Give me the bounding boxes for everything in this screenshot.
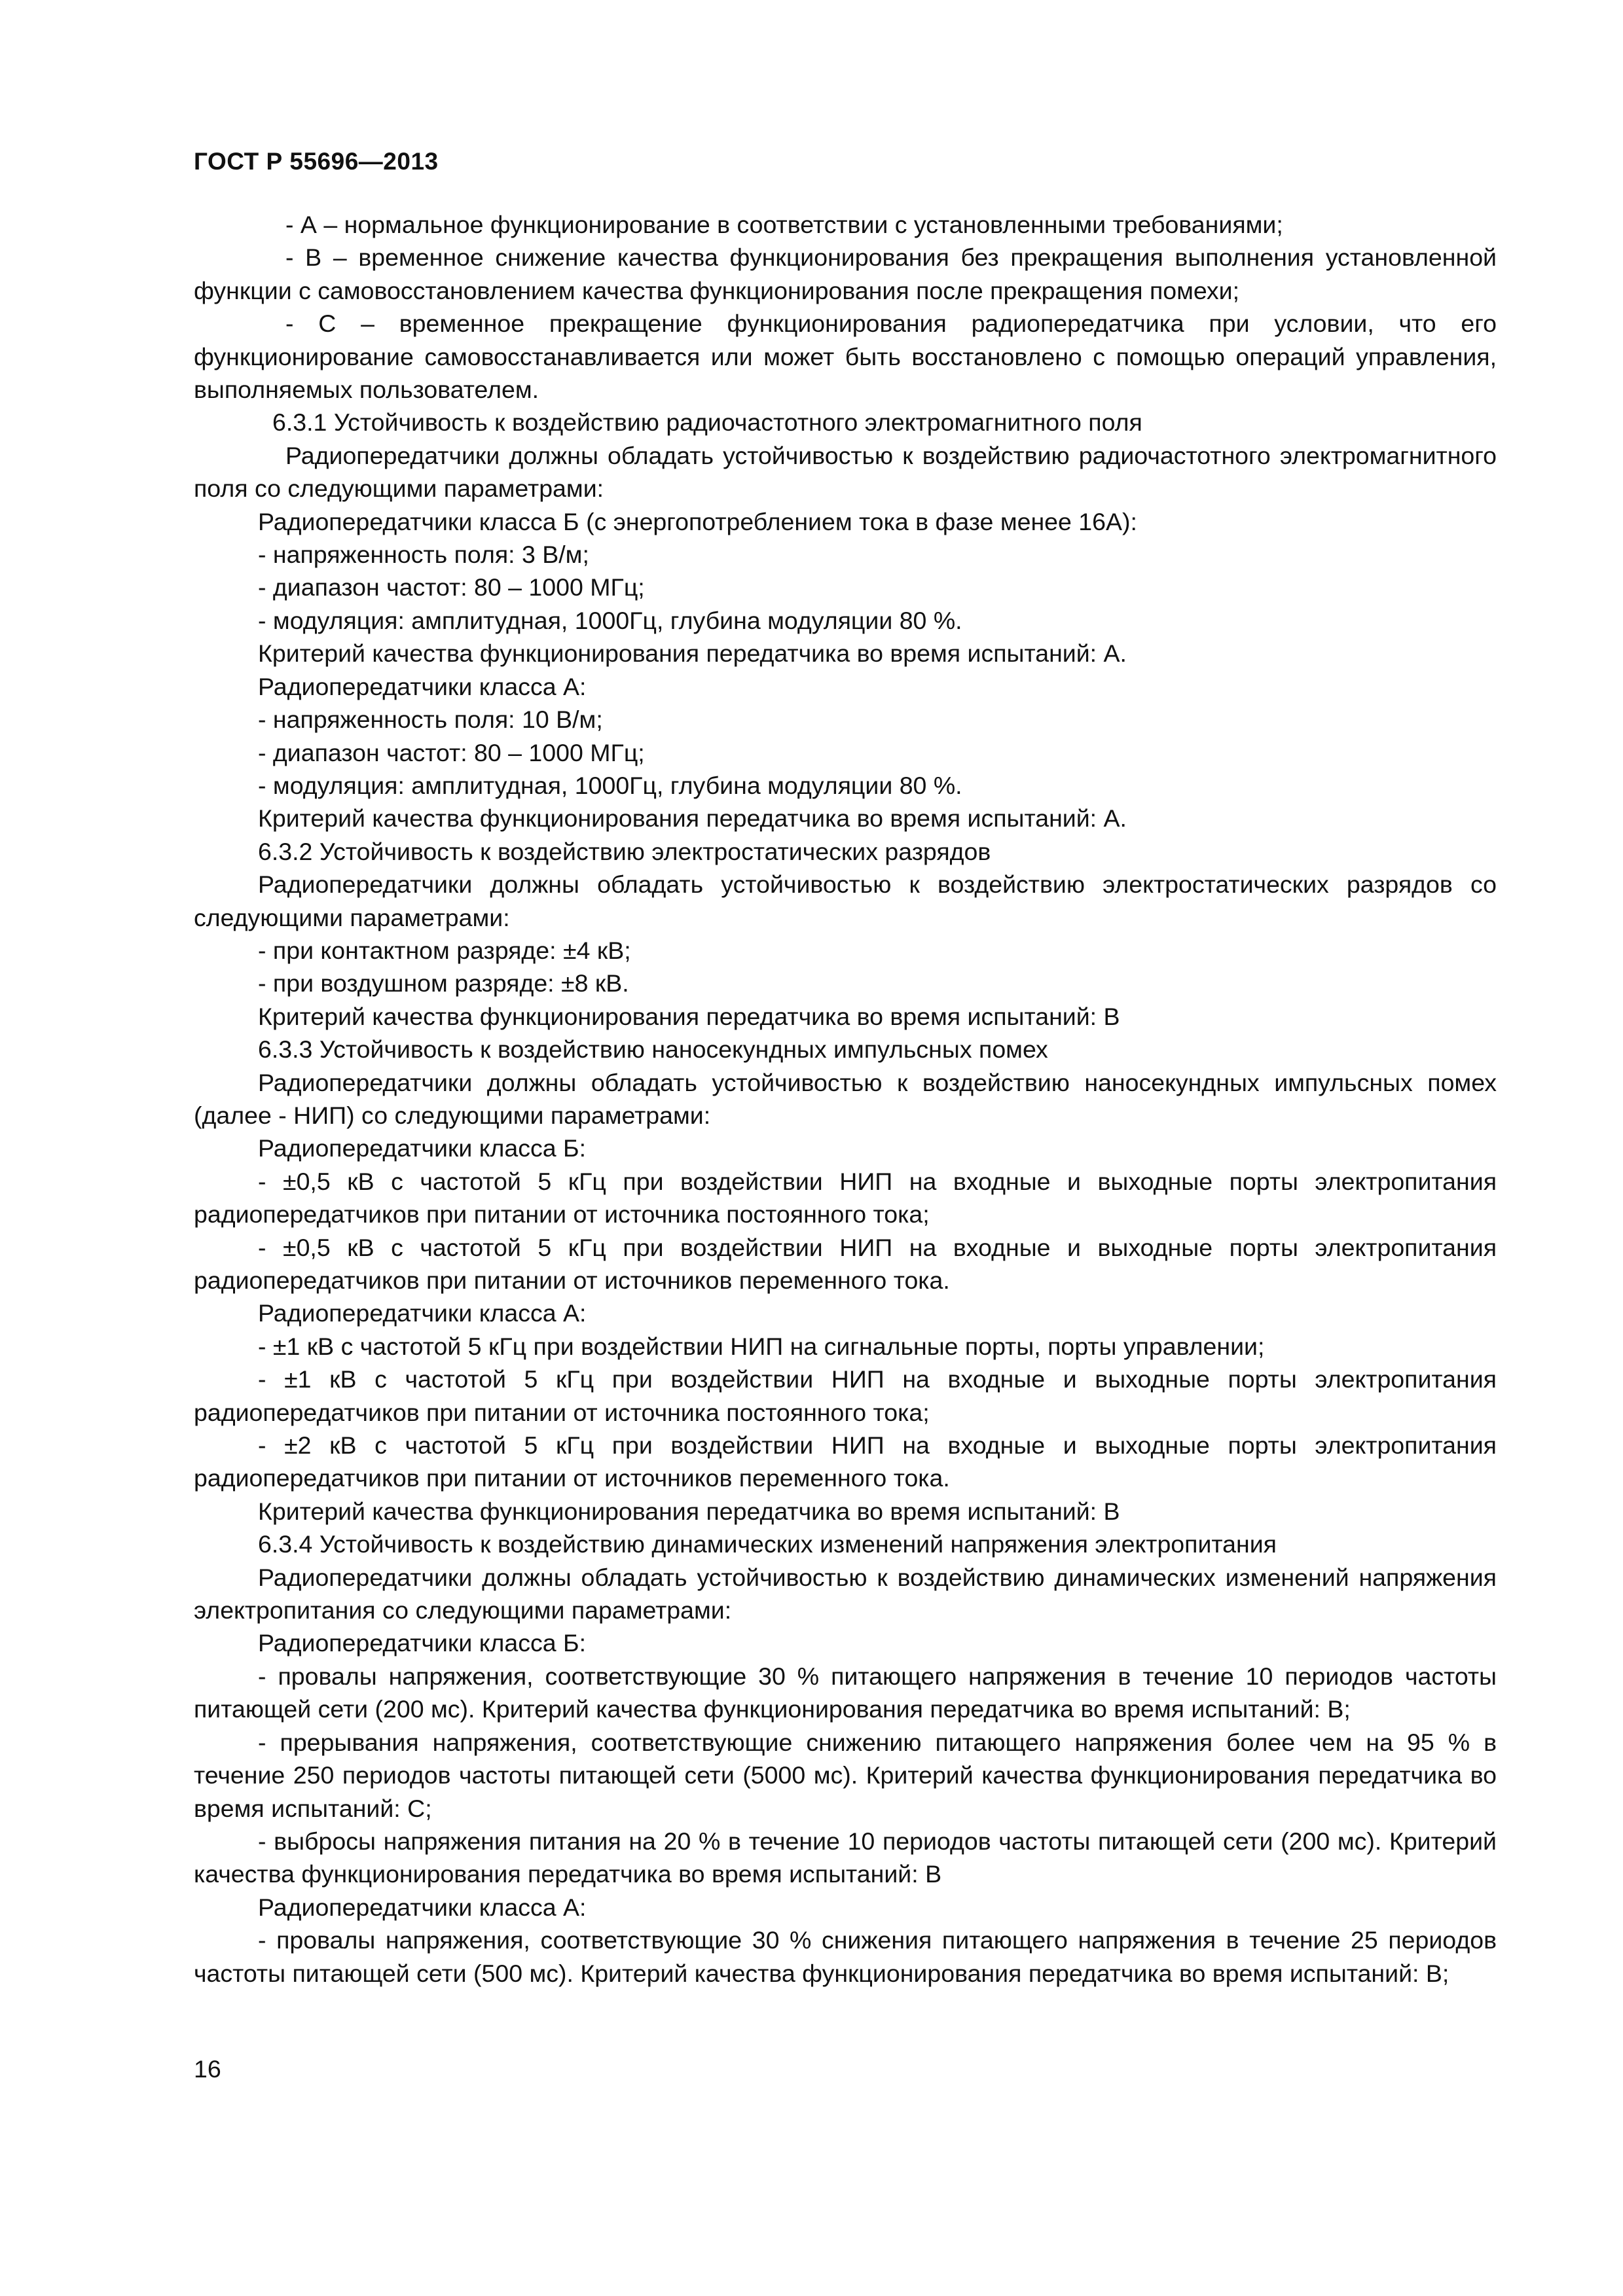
section-heading: 6.3.1 Устойчивость к воздействию радиочастотного электромагнитного поля (272, 408, 1142, 437)
paragraph: Радиопередатчики класса А: (258, 1299, 587, 1327)
list-item: - модуляция: амплитудная, 1000Гц, глубина модуляции 80 %. (258, 606, 962, 634)
paragraph: Радиопередатчики класса Б: (258, 1134, 587, 1162)
list-item: - модуляция: амплитудная, 1000Гц, глубина модуляции 80 %. (258, 771, 962, 799)
list-item: - диапазон частот: 80 – 1000 МГц; (258, 573, 645, 601)
paragraph: Радиопередатчики класса Б (с энергопотреблением тока в фазе менее 16А): (258, 507, 1137, 535)
document-header: ГОСТ Р 55696—2013 (194, 148, 439, 175)
paragraph: Радиопередатчики класса А: (258, 672, 587, 700)
list-item: - ±0,5 кВ с частотой 5 кГц при воздействии НИП на входные и выходные порты электропитания радиопередатчиков при питании от источников переменного тока. (194, 1233, 1497, 1294)
paragraph: - С – временное прекращение функционирования радиопередатчика при условии, что его функционирование самовосстанавливается или может быть восстановлено с помощью операций управления, выполняемых пользователем. (194, 310, 1497, 404)
paragraph: Критерий качества функционирования передатчика во время испытаний: В (258, 1002, 1120, 1030)
paragraph: Радиопередатчики должны обладать устойчивостью к воздействию динамических изменений напряжения электропитания со следующими параметрами: (194, 1563, 1497, 1624)
list-item: - провалы напряжения, соответствующие 30 % снижения питающего напряжения в течение 25 периодов частоты питающей сети (500 мс). Критерий качества функционирования передатчика во время испытаний: В; (194, 1926, 1497, 1987)
section-heading: 6.3.3 Устойчивость к воздействию наносекундных импульсных помех (258, 1035, 1048, 1064)
paragraph: Радиопередатчики должны обладать устойчивостью к воздействию радиочастотного электромагнитного поля со следующими параметрами: (194, 441, 1497, 503)
list-item: - напряженность поля: 10 В/м; (258, 706, 603, 734)
section-heading: 6.3.2 Устойчивость к воздействию электростатических разрядов (258, 837, 991, 865)
paragraph: Критерий качества функционирования передатчика во время испытаний: А. (258, 804, 1127, 833)
list-item: - напряженность поля: 3 В/м; (258, 541, 589, 569)
paragraph: Критерий качества функционирования передатчика во время испытаний: В (258, 1497, 1120, 1525)
paragraph: - А – нормальное функционирование в соответствии с установленными требованиями; (285, 211, 1283, 238)
paragraph: Радиопередатчики должны обладать устойчивостью к воздействию наносекундных импульсных помех (далее - НИП) со следующими параметрами: (194, 1068, 1497, 1129)
list-item: - провалы напряжения, соответствующие 30 % питающего напряжения в течение 10 периодов частоты питающей сети (200 мс). Критерий качества функционирования передатчика во время испытаний: В; (194, 1662, 1497, 1723)
list-item: - ±1 кВ с частотой 5 кГц при воздействии НИП на сигнальные порты, порты управлении; (258, 1332, 1265, 1360)
paragraph: - В – временное снижение качества функционирования без прекращения выполнения установленной функции с самовосстановлением качества функционирования после прекращения помехи; (194, 243, 1497, 304)
document-body (194, 208, 1497, 1990)
paragraph: Радиопередатчики должны обладать устойчивостью к воздействию электростатических разрядов со следующими параметрами: (194, 870, 1497, 931)
page-number: 16 (194, 2055, 221, 2083)
paragraph: Радиопередатчики класса Б: (258, 1629, 587, 1657)
list-item: - ±2 кВ с частотой 5 кГц при воздействии НИП на входные и выходные порты электропитания радиопередатчиков при питании от источников переменного тока. (194, 1431, 1497, 1492)
list-item: - при воздушном разряде: ±8 кВ. (258, 969, 629, 997)
section-heading: 6.3.4 Устойчивость к воздействию динамических изменений напряжения электропитания (258, 1530, 1277, 1558)
paragraph: Критерий качества функционирования передатчика во время испытаний: А. (258, 639, 1127, 668)
list-item: - ±0,5 кВ с частотой 5 кГц при воздействии НИП на входные и выходные порты электропитания радиопередатчиков при питании от источника постоянного тока; (194, 1167, 1497, 1229)
paragraph: Радиопередатчики класса А: (258, 1893, 587, 1921)
list-item: - диапазон частот: 80 – 1000 МГц; (258, 738, 645, 766)
list-item: - прерывания напряжения, соответствующие снижению питающего напряжения более чем на 95 % в течение 250 периодов частоты питающей сети (5000 мс). Критерий качества функционирования передатчика во время испытаний: С; (194, 1728, 1497, 1822)
list-item: - при контактном разряде: ±4 кВ; (258, 936, 631, 964)
list-item: - ±1 кВ с частотой 5 кГц при воздействии НИП на входные и выходные порты электропитания радиопередатчиков при питании от источника постоянного тока; (194, 1365, 1497, 1426)
list-item: - выбросы напряжения питания на 20 % в течение 10 периодов частоты питающей сети (200 мс). Критерий качества функционирования передатчика во время испытаний: В (194, 1827, 1497, 1888)
